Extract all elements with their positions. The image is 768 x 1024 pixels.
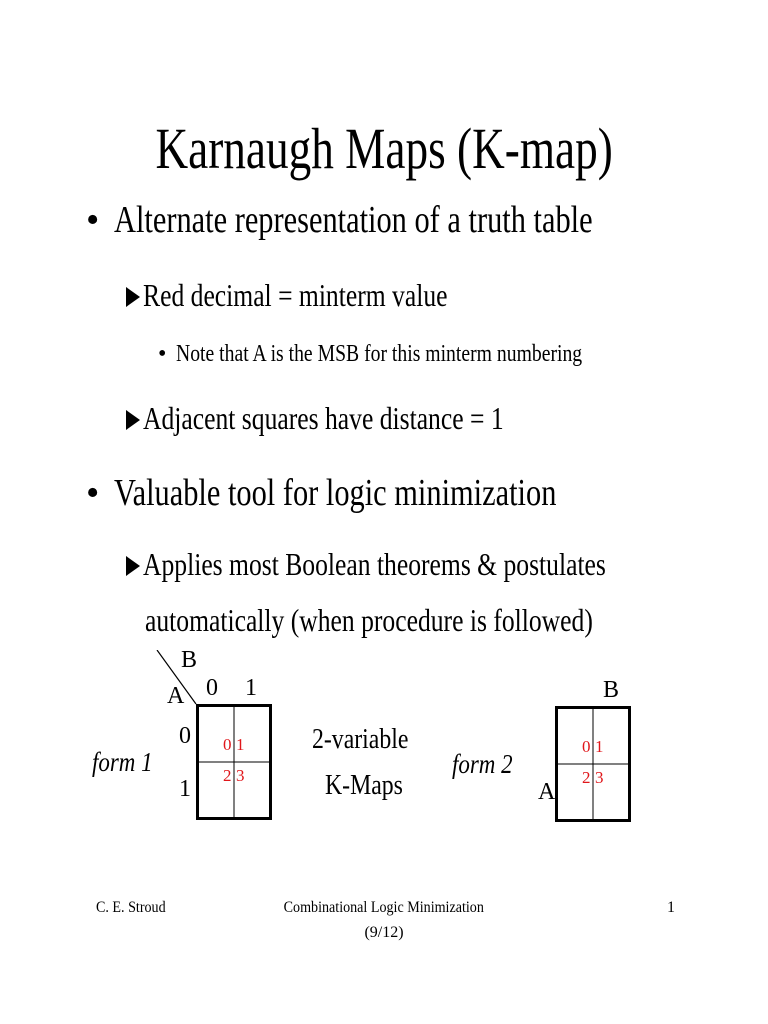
footer-date: (9/12) [364,924,404,941]
kmap-form1-col-1: 1 [245,675,257,701]
sub-bullet-red-decimal [126,276,524,314]
kmap-caption-line2: K-Maps [325,769,403,801]
kmap-form1-var-b: B [181,647,198,673]
kmap-caption-line1: 2-variable [312,723,409,755]
footer-topic-wrapper [0,898,768,918]
footer-page-number: 1 [667,899,675,916]
kmap-form2-minterm-2: 2 [582,768,591,787]
kmap-form1-minterm-0: 0 [223,735,232,754]
kmap-form1-var-a: A [167,683,185,709]
arrow-bullet-icon [126,556,140,576]
kmap-form2-minterm-3: 3 [595,768,604,787]
kmap-form1-minterm-1: 1 [236,735,245,754]
kmap-form2-var-b: B [603,677,620,703]
bullet-dot: • [86,472,100,514]
kmap-form2-var-a: A [538,779,556,805]
sub-bullet-red-decimal-text: Red decimal = minterm value [143,277,448,313]
sub-bullet-applies-line1: Applies most Boolean theorems & postulates [143,546,606,582]
footer-author: C. E. Stroud [96,899,166,916]
bullet-2 [86,471,99,515]
bullet-1 [86,198,99,242]
sub-sub-bullet-dot: • [158,341,167,367]
sub-bullet-adjacent-text: Adjacent squares have distance = 1 [143,400,504,436]
bullet-2-text: Valuable tool for logic minimization [114,472,557,514]
footer-topic: Combinational Logic Minimization [283,899,485,916]
kmap-form2-grid [555,706,631,822]
kmap-form1-row-0: 0 [179,723,191,749]
kmap-form2-minterm-1: 1 [595,737,604,756]
kmap-form1-col-0: 0 [206,675,218,701]
sub-bullet-applies [126,545,722,583]
sub-bullet-adjacent [126,399,594,437]
slide-title-text: Karnaugh Maps (K-map) [155,116,613,181]
kmap-form1-minterm-2: 2 [223,766,232,785]
slide-title [0,114,768,184]
footer-date-wrapper [0,923,768,943]
bullet-1-text: Alternate representation of a truth table [114,199,593,241]
kmap-form2-label: form 2 [452,749,513,779]
sub-bullet-applies-line2: automatically (when procedure is followed) [145,602,593,638]
bullet-dot: • [86,199,100,241]
sub-sub-bullet-note-text: Note that A is the MSB for this minterm numbering [176,341,583,367]
kmap-form2-minterm-0: 0 [582,737,591,756]
arrow-bullet-icon [126,287,140,307]
kmap-form1-label: form 1 [92,747,153,777]
arrow-bullet-icon [126,410,140,430]
kmap-form1-minterm-3: 3 [236,766,245,785]
kmap-form1-grid [196,704,272,820]
kmap-form1-diagonal [150,650,210,710]
kmap-form1-row-1: 1 [179,776,191,802]
